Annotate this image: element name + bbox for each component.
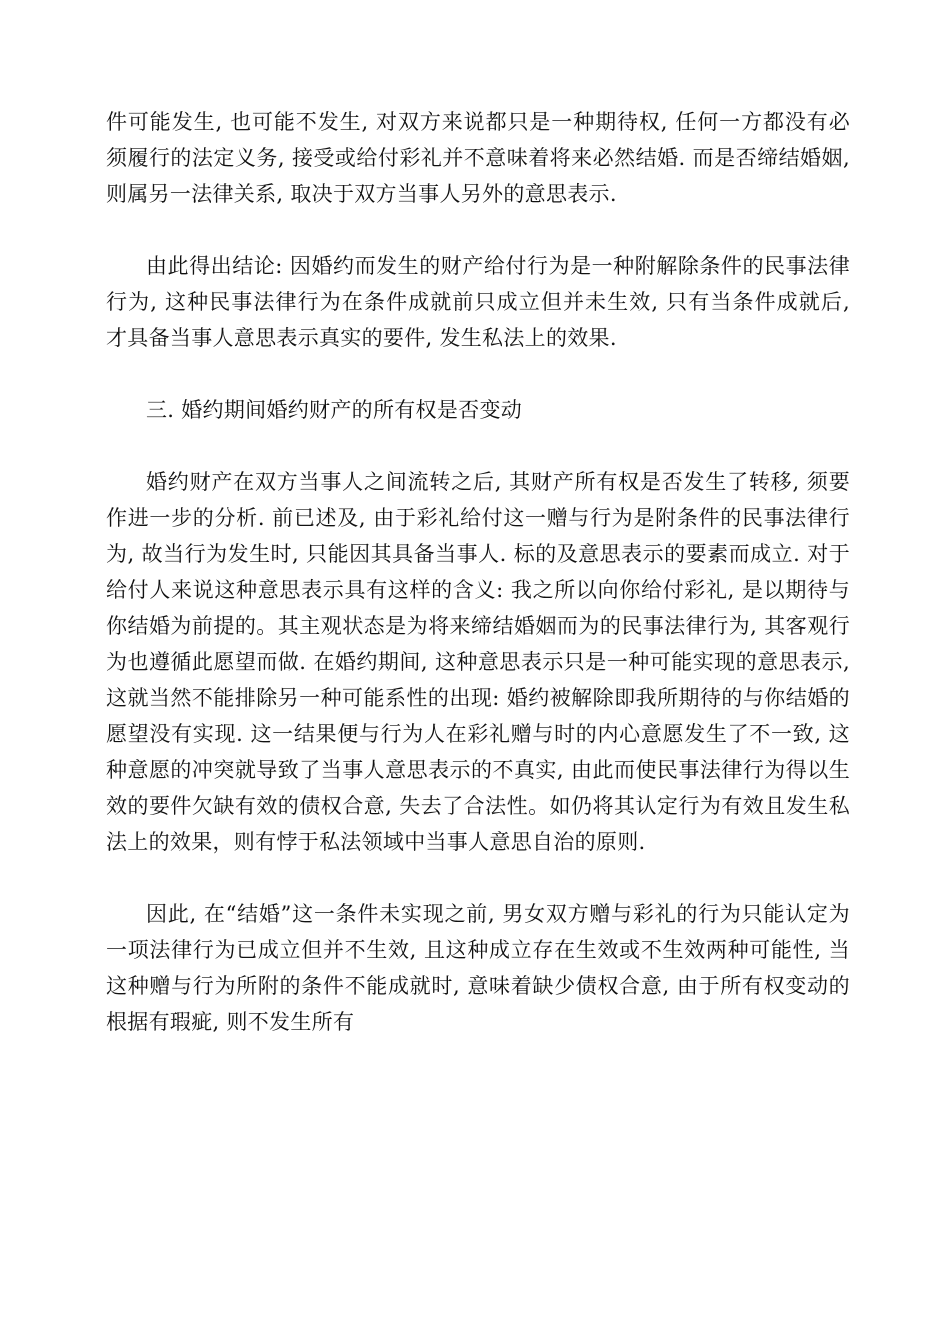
section-heading: 三. 婚约期间婚约财产的所有权是否变动 (146, 398, 523, 422)
paragraph-conclusion: 由此得出结论: 因婚约而发生的财产给付行为是一种附解除条件的民事法律行为, 这种民事法律行为在条件成就前只成立但并未生效, 只有当条件成就后, 才具备当事人意思表示真实的要件, 发生私法上的效果. (106, 254, 850, 350)
paragraph-therefore: 因此, 在“结婚”这一条件未实现之前, 男女双方赠与彩礼的行为只能认定为一项法律行为已成立但并不生效, 且这种成立存在生效或不生效两种可能性, 当这种赠与行为所附的条件不能成就时, 意味着缺少债权合意, 由于所有权变动的根据有瑕疵, 则不发生所有 (106, 902, 850, 1034)
paragraph-continuation: 件可能发生, 也可能不发生, 对双方来说都只是一种期待权, 任何一方都没有必须履行的法定义务, 接受或给付彩礼并不意味着将来必然结婚. 而是否缔结婚姻, 则属另一法律关系, 取决于双方当事人另外的意思表示. (106, 110, 850, 206)
paragraph-analysis: 婚约财产在双方当事人之间流转之后, 其财产所有权是否发生了转移, 须要作进一步的分析. 前已述及, 由于彩礼给付这一赠与行为是附条件的民事法律行为, 故当行为发生时, 只能因其具备当事人. 标的及意思表示的要素而成立. 对于给付人来说这种意思表示具有这样的含义: 我之所以向你给付彩礼, 是以期待与你结婚为前提的。其主观状态是为将来缔结婚姻而为的民事法律行为, 其客观行为也遵循此愿望而做. 在婚约期间, 这种意思表示只是一种可能实现的意思表示, 这就当然不能排除另一种可能系性的出现: 婚约被解除即我所期待的与你结婚的愿望没有实现. 这一结果便与行为人在彩礼赠与时的内心意愿发生了不一致, 这种意愿的冲突就导致了当事人意思表示的不真实, 由此而使民事法律行为得以生效的要件欠缺有效的债权合意, 失去了合法性。如仍将其认定行为有效且发生私法上的效果，则有悖于私法领域中当事人意思自治的原则. (106, 470, 850, 854)
